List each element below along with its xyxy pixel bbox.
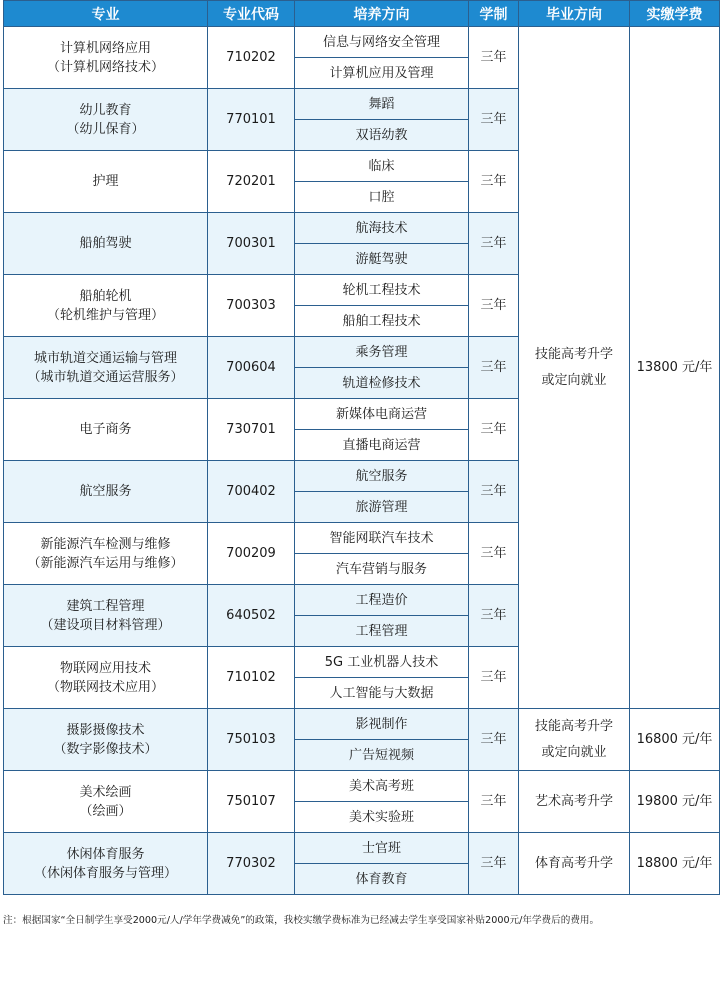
major-cell	[4, 213, 208, 275]
major-name: 摄影摄像技术	[66, 722, 145, 738]
table-row	[4, 833, 720, 864]
major-name: 物联网应用技术	[59, 660, 151, 676]
duration-cell: 三年	[469, 337, 519, 399]
code-cell: 700303	[208, 275, 295, 337]
direction-cell: 双语幼教	[295, 120, 469, 151]
direction-cell: 口腔	[295, 182, 469, 213]
direction-cell: 游艇驾驶	[295, 244, 469, 275]
major-cell	[4, 151, 208, 213]
major-alias: （绘画）	[79, 803, 132, 819]
duration-cell: 三年	[469, 399, 519, 461]
major-alias: （轮机维护与管理）	[46, 307, 164, 323]
code-cell: 710202	[208, 27, 295, 89]
code-cell: 700604	[208, 337, 295, 399]
code-cell: 770101	[208, 89, 295, 151]
table-header-row	[4, 1, 720, 27]
direction-cell: 航空服务	[295, 461, 469, 492]
direction-cell: 航海技术	[295, 213, 469, 244]
major-name: 城市轨道交通运输与管理	[33, 350, 177, 366]
direction-cell: 智能网联汽车技术	[295, 523, 469, 554]
major-alias: （建设项目材料管理）	[40, 617, 171, 633]
direction-cell: 士官班	[295, 833, 469, 864]
tuition-table	[3, 0, 720, 895]
direction-cell: 舞蹈	[295, 89, 469, 120]
fee-cell: 13800 元/年	[630, 27, 720, 709]
fee-cell: 18800 元/年	[630, 833, 720, 895]
major-cell	[4, 337, 208, 399]
direction-cell: 美术高考班	[295, 771, 469, 802]
footnote: 注：根据国家“全日制学生享受2000元/人/学年学费减免”的政策，我校实缴学费标准为已经减去学生享受国家补贴2000元/年学费后的费用。	[3, 915, 600, 926]
major-name: 幼儿教育	[79, 102, 132, 118]
major-cell	[4, 523, 208, 585]
table-row	[4, 27, 720, 58]
table-row	[4, 709, 720, 740]
direction-cell: 乘务管理	[295, 337, 469, 368]
major-alias: （计算机网络技术）	[46, 59, 164, 75]
table-row	[4, 771, 720, 802]
header-code: 专业代码	[208, 1, 295, 27]
direction-cell: 汽车营销与服务	[295, 554, 469, 585]
header-fee: 实缴学费	[630, 1, 720, 27]
direction-cell: 工程管理	[295, 616, 469, 647]
major-cell	[4, 647, 208, 709]
code-cell: 720201	[208, 151, 295, 213]
direction-cell: 轮机工程技术	[295, 275, 469, 306]
header-direction: 培养方向	[295, 1, 469, 27]
code-cell: 750103	[208, 709, 295, 771]
direction-cell: 轨道检修技术	[295, 368, 469, 399]
major-name: 护理	[92, 174, 119, 189]
major-cell	[4, 27, 208, 89]
duration-cell: 三年	[469, 27, 519, 89]
direction-cell: 美术实验班	[295, 802, 469, 833]
header-duration: 学制	[469, 1, 519, 27]
major-name: 船舶驾驶	[79, 236, 132, 251]
major-name: 航空服务	[79, 484, 132, 499]
major-cell	[4, 709, 208, 771]
duration-cell: 三年	[469, 709, 519, 771]
direction-cell: 体育教育	[295, 864, 469, 895]
code-cell: 700402	[208, 461, 295, 523]
code-cell: 700301	[208, 213, 295, 275]
major-cell	[4, 771, 208, 833]
major-alias: （物联网技术应用）	[46, 679, 164, 695]
graduation-cell: 体育高考升学	[519, 833, 630, 895]
fee-cell: 16800 元/年	[630, 709, 720, 771]
major-name: 建筑工程管理	[66, 598, 145, 614]
direction-cell: 工程造价	[295, 585, 469, 616]
major-alias: （幼儿保育）	[66, 121, 145, 137]
major-alias: （休闲体育服务与管理）	[33, 865, 177, 881]
duration-cell: 三年	[469, 461, 519, 523]
direction-cell: 广告短视频	[295, 740, 469, 771]
graduation-cell: 艺术高考升学	[519, 771, 630, 833]
major-cell	[4, 89, 208, 151]
header-major: 专业	[4, 1, 208, 27]
major-name: 新能源汽车检测与维修	[40, 536, 171, 552]
table-body	[4, 27, 720, 895]
major-name: 船舶轮机	[79, 288, 132, 304]
duration-cell: 三年	[469, 833, 519, 895]
direction-cell: 人工智能与大数据	[295, 678, 469, 709]
direction-cell: 临床	[295, 151, 469, 182]
code-cell: 710102	[208, 647, 295, 709]
direction-cell: 信息与网络安全管理	[295, 27, 469, 58]
major-cell	[4, 585, 208, 647]
code-cell: 640502	[208, 585, 295, 647]
duration-cell: 三年	[469, 275, 519, 337]
major-name: 计算机网络应用	[59, 40, 151, 56]
major-cell	[4, 833, 208, 895]
major-name: 电子商务	[79, 422, 132, 437]
direction-cell: 5G 工业机器人技术	[295, 647, 469, 678]
major-alias: （城市轨道交通运营服务）	[27, 369, 184, 385]
code-cell: 770302	[208, 833, 295, 895]
major-cell	[4, 399, 208, 461]
direction-cell: 新媒体电商运营	[295, 399, 469, 430]
duration-cell: 三年	[469, 585, 519, 647]
major-alias: （数字影像技术）	[53, 741, 158, 757]
graduation-cell: 技能高考升学 或定向就业	[519, 27, 630, 709]
fee-cell: 19800 元/年	[630, 771, 720, 833]
direction-cell: 旅游管理	[295, 492, 469, 523]
duration-cell: 三年	[469, 213, 519, 275]
code-cell: 700209	[208, 523, 295, 585]
major-alias: （新能源汽车运用与维修）	[27, 555, 184, 571]
direction-cell: 直播电商运营	[295, 430, 469, 461]
direction-cell: 船舶工程技术	[295, 306, 469, 337]
duration-cell: 三年	[469, 647, 519, 709]
duration-cell: 三年	[469, 523, 519, 585]
major-name: 休闲体育服务	[66, 846, 145, 862]
code-cell: 730701	[208, 399, 295, 461]
header-graduation: 毕业方向	[519, 1, 630, 27]
graduation-cell: 技能高考升学 或定向就业	[519, 709, 630, 771]
duration-cell: 三年	[469, 151, 519, 213]
duration-cell: 三年	[469, 771, 519, 833]
major-cell	[4, 461, 208, 523]
duration-cell: 三年	[469, 89, 519, 151]
major-name: 美术绘画	[79, 784, 132, 800]
major-cell	[4, 275, 208, 337]
direction-cell: 影视制作	[295, 709, 469, 740]
code-cell: 750107	[208, 771, 295, 833]
direction-cell: 计算机应用及管理	[295, 58, 469, 89]
